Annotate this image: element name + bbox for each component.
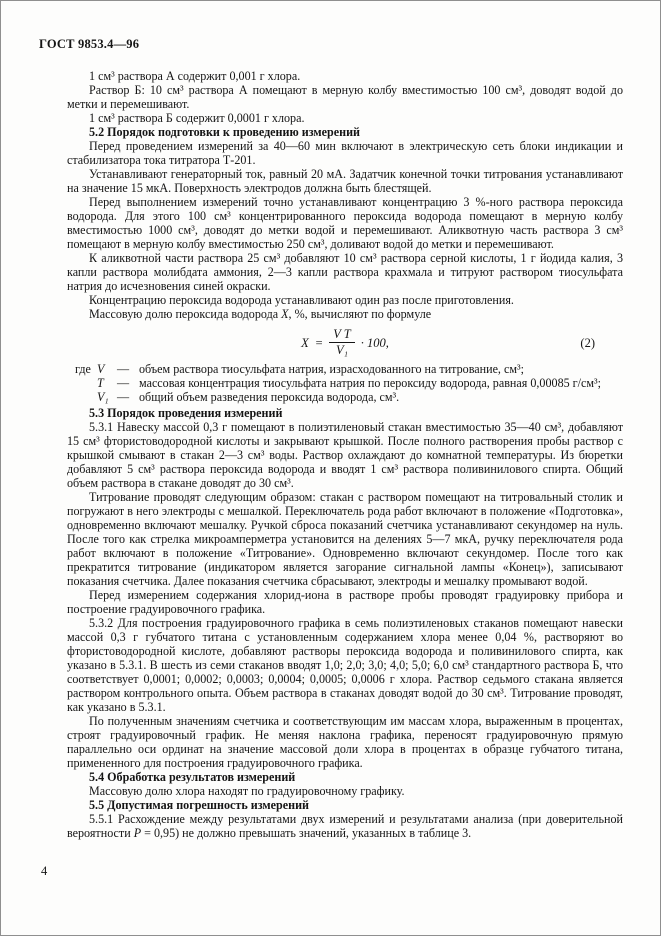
paragraph-solution-b: Раствор Б: 10 см³ раствора А помещают в мерную колбу вместимостью 100 см³, доводят водой до метки и перемешивают. (67, 83, 623, 111)
paragraph-5-5-1 (67, 812, 623, 840)
legend-dash: — (117, 390, 130, 404)
paragraph-prep-4: К аликвотной части раствора 25 см³ добавляют 10 см³ раствора серной кислоты, 1 г йодида калия, 3 капли раствора молибдата аммония, 2—3 капли раствора крахмала и титруют раствором тиосульфата натрия до исчезновения синей окраски. (67, 251, 623, 293)
legend-variable: V₁ (97, 390, 109, 404)
formula-numerator: V Т (329, 328, 355, 343)
legend-prefix-spacer (67, 376, 97, 390)
probability-variable: Р (133, 826, 142, 840)
paragraph-calibration-intro: Перед измерением содержания хлорид-иона в растворе пробы проводят градуировку прибора и построение градуировочного графика. (67, 588, 623, 616)
formula-equals-sign: = (314, 335, 324, 350)
paragraph-5-5-1-text: 5.5.1 Расхождение между результатами двух измерений и результатами анализа (при доверительной вероятности (67, 812, 623, 840)
formula-multiplier: · 100, (360, 335, 389, 350)
section-heading-5-2: 5.2 Порядок подготовки к проведению измерений (89, 125, 361, 139)
formula (67, 328, 623, 357)
paragraph-prep-1: Перед проведением измерений за 40—60 мин включают в электрическую сеть блоки индикации и стабилизатора тока титратора Т-201. (67, 139, 623, 167)
legend-row-v (67, 362, 623, 376)
paragraph-5-5-1-tail: = 0,95) не должно превышать значений, указанных в таблице 3. (141, 826, 472, 840)
paragraph-prep-5: Концентрацию пероксида водорода устанавливают один раз после приготовления. (89, 293, 514, 307)
legend-row-v1 (67, 390, 623, 404)
page-number: 4 (41, 864, 48, 878)
paragraph-solution-b-content: 1 см³ раствора Б содержит 0,0001 г хлора. (89, 111, 305, 125)
legend-dash: — (117, 376, 130, 390)
document-body (67, 69, 623, 840)
section-heading-5-3: 5.3 Порядок проведения измерений (89, 406, 283, 420)
legend-description: массовая концентрация тиосульфата натрия по пероксиду водорода, равная 0,00085 г/см³; (139, 376, 602, 390)
paragraph-solution-a: 1 см³ раствора А содержит 0,001 г хлора. (89, 69, 301, 83)
formula-fraction (329, 328, 355, 357)
paragraph-5-3-2: 5.3.2 Для построения градуировочного графика в семь полиэтиленовых стаканов помещают навески массой 0,3 г губчатого титана с установленным содержанием хлора менее 0,04 %, растворяют во фтористоводородной кислоте, добавляют растворы пероксида водорода и поливинилового спирта, как указано в 5.3.1. В шесть из семи стаканов вводят 1,0; 2,0; 3,0; 4,0; 5,0; 6,0 см³ стандартного раствора Б, что соответствует 0,0001; 0,0002; 0,0003; 0,0004; 0,0005; 0,0006 г хлора. Раствор седьмого стакана является раствором контрольного опыта. Объем раствора в стаканах доводят водой до 30 см³. Титрование проводят, как указано в 5.3.1. (67, 616, 623, 714)
formula-intro-text: Массовую долю пероксида водорода (89, 307, 282, 321)
formula-intro-variable: X (281, 307, 289, 321)
paragraph-5-3-1: 5.3.1 Навеску массой 0,3 г помещают в полиэтиленовый стакан вместимостью 35—40 см³, добавляют 15 см³ фтористоводородной кислоты и закрывают крышкой. После полного растворения пробы раствор с крышкой смывают в стакан 2—3 см³ воды. Раствор охлаждают до комнатной температуры. Из бюретки добавляют 5 см³ раствора пероксида водорода и вводят 1 см³ раствора поливинилового спирта. Общий объем раствора в стакане доводят до 30 см³. (67, 420, 623, 490)
formula-lhs: X (301, 335, 309, 350)
document-header: ГОСТ 9853.4—96 (39, 37, 140, 51)
paragraph-5-4: Массовую долю хлора находят по градуировочному графику. (89, 784, 405, 798)
formula-denominator: V₁ (335, 343, 348, 357)
paragraph-prep-2: Устанавливают генераторный ток, равный 20 мА. Задатчик конечной точки титрования устанавливают на значение 15 мкА. Поверхность электродов должна быть блестящей. (67, 167, 623, 195)
section-heading-5-4: 5.4 Обработка результатов измерений (89, 770, 296, 784)
legend-description: общий объем разведения пероксида водорода, см³. (139, 390, 400, 404)
legend-dash: — (117, 362, 130, 376)
legend-variable: V (97, 362, 105, 376)
formula-intro-tail: , %, вычисляют по формуле (288, 307, 432, 321)
legend-prefix-spacer (67, 390, 97, 404)
formula-number: (2) (580, 335, 595, 350)
paragraph-graph: По полученным значениям счетчика и соответствующим им массам хлора, выраженным в процентах, строят градуировочный график. Не меняя наклона графика, переносят градуировочную прямую параллельно оси ординат на значение массовой доли хлора в процентах в образце губчатого титана, примененного для построения градуировочного графика. (67, 714, 623, 770)
section-heading-5-5: 5.5 Допустимая погрешность измерений (89, 798, 310, 812)
paragraph-titration: Титрование проводят следующим образом: стакан с раствором помещают на титровальный столик и погружают в него электроды с мешалкой. Переключатель рода работ включают в положение «Подготовка», одновременно включают мешалку. Ручкой сброса показаний счетчика устанавливают секундомер на нуль. После того как стрелка микроамперметра установится на делениях 5—7 мкА, ручку переключателя рода работ включают в положение «Титрование». Одновременно включают секундомер. После того как прекратится титрование (индикатором является загорание сигнальной лампы «Конец»), записывают показания счетчика. Далее показания счетчика сбрасывают, электроды и мешалку промывают водой. (67, 490, 623, 588)
paragraph-prep-3: Перед выполнением измерений точно устанавливают концентрацию 3 %-ного раствора пероксида водорода. Для этого 100 см³ концентрированного пероксида водорода помещают в мерную колбу вместимостью 1000 см³, доводят до метки водой и перемешивают. Аликвотную часть раствора 3 см³ помещают в мерную колбу вместимостью 250 см³, доливают водой до метки и перемешивают. (67, 195, 623, 251)
formula-expression (301, 328, 389, 357)
paragraph-formula-intro (67, 307, 623, 321)
legend-prefix: где (75, 362, 91, 376)
legend-description: объем раствора тиосульфата натрия, израсходованного на титрование, см³; (139, 362, 524, 376)
formula-legend (67, 362, 623, 404)
legend-row-t (67, 376, 623, 390)
legend-variable: Т (97, 376, 104, 390)
